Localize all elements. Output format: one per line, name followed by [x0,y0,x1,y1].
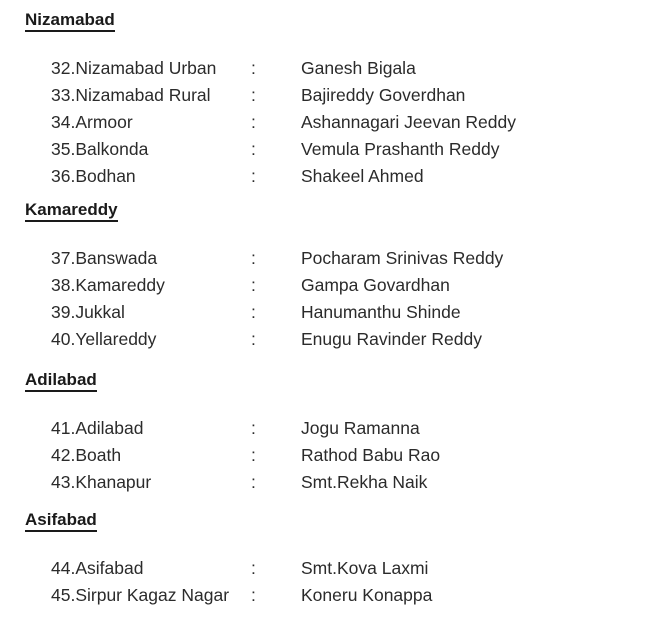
list-item [0,272,652,299]
list-item [0,136,652,163]
list-item [0,245,652,272]
heading-spacer [0,532,652,555]
member-name: Smt.Rekha Naik [301,472,428,492]
list-item [0,299,652,326]
constituency-name: Banswada [75,248,158,268]
heading-spacer [0,392,652,415]
row-number: 38. [51,275,76,295]
list-item [0,415,652,442]
row-number: 40. [51,329,76,349]
separator: : [251,302,256,322]
constituency-cell [0,469,251,496]
constituency-name: Jukkal [75,302,125,322]
constituency-list [0,245,652,353]
constituency-cell [0,415,251,442]
section-asifabad [0,510,652,609]
constituency-name: Adilabad [75,418,144,438]
constituency-cell [0,272,251,299]
member-name: Smt.Kova Laxmi [301,558,429,578]
member-name: Bajireddy Goverdhan [301,85,466,105]
constituency-cell [0,582,251,609]
separator: : [251,112,256,132]
section-kamareddy [0,200,652,353]
member-name: Koneru Konappa [301,585,433,605]
list-item [0,82,652,109]
constituency-cell [0,299,251,326]
member-name: Vemula Prashanth Reddy [301,139,500,159]
constituency-name: Khanapur [75,472,152,492]
section-heading-label: Kamareddy [25,200,118,222]
constituency-name: Armoor [75,112,133,132]
member-name: Ganesh Bigala [301,58,416,78]
constituency-cell [0,109,251,136]
constituency-name: Bodhan [75,166,136,186]
separator: : [251,585,256,605]
separator: : [251,166,256,186]
separator: : [251,275,256,295]
row-number: 37. [51,248,76,268]
constituency-cell [0,555,251,582]
constituency-name: Boath [75,445,122,465]
heading-spacer [0,222,652,245]
constituency-list [0,55,652,190]
constituency-name: Sirpur Kagaz Nagar [75,585,230,605]
constituency-list [0,555,652,609]
row-number: 34. [51,112,76,132]
separator: : [251,418,256,438]
row-number: 44. [51,558,76,578]
section-heading-label: Asifabad [25,510,97,532]
member-name: Pocharam Srinivas Reddy [301,248,504,268]
separator: : [251,445,256,465]
member-name: Jogu Ramanna [301,418,420,438]
constituency-cell [0,326,251,353]
member-name: Shakeel Ahmed [301,166,424,186]
heading-spacer [0,32,652,55]
constituency-cell [0,442,251,469]
constituency-name: Kamareddy [75,275,165,295]
list-item [0,109,652,136]
section-heading-label: Nizamabad [25,10,115,32]
constituency-cell [0,136,251,163]
separator: : [251,139,256,159]
member-name: Enugu Ravinder Reddy [301,329,482,349]
constituency-cell [0,82,251,109]
list-item [0,163,652,190]
constituency-name: Asifabad [75,558,144,578]
constituency-name: Nizamabad Urban [75,58,217,78]
separator: : [251,248,256,268]
list-item [0,555,652,582]
row-number: 36. [51,166,76,186]
constituency-cell [0,245,251,272]
section-heading [25,200,652,222]
separator: : [251,472,256,492]
list-item [0,326,652,353]
member-name: Hanumanthu Shinde [301,302,461,322]
row-number: 45. [51,585,76,605]
constituency-name: Yellareddy [75,329,157,349]
row-number: 35. [51,139,76,159]
constituency-cell [0,55,251,82]
row-number: 42. [51,445,76,465]
list-item [0,582,652,609]
section-adilabad [0,370,652,496]
member-name: Rathod Babu Rao [301,445,441,465]
section-heading [25,510,652,532]
row-number: 32. [51,58,76,78]
separator: : [251,558,256,578]
section-nizamabad [0,10,652,190]
list-item [0,469,652,496]
section-heading [25,10,652,32]
row-number: 41. [51,418,76,438]
section-heading [25,370,652,392]
constituency-cell [0,163,251,190]
row-number: 39. [51,302,76,322]
member-name: Ashannagari Jeevan Reddy [301,112,517,132]
list-item [0,442,652,469]
separator: : [251,85,256,105]
constituency-name: Balkonda [75,139,149,159]
separator: : [251,329,256,349]
row-number: 43. [51,472,76,492]
constituency-name: Nizamabad Rural [75,85,211,105]
member-name: Gampa Govardhan [301,275,450,295]
row-number: 33. [51,85,76,105]
section-heading-label: Adilabad [25,370,97,392]
separator: : [251,58,256,78]
list-item [0,55,652,82]
constituency-list [0,415,652,496]
